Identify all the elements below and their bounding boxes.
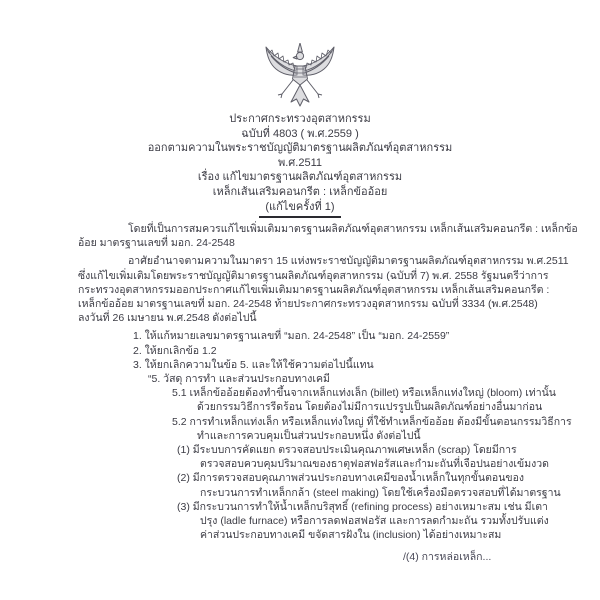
- announcement-body: [78, 222, 578, 542]
- clause-heading: “5. วัสดุ การทำ และส่วนประกอบทางเคมี: [148, 373, 330, 386]
- sub-clause: 5.1 เหล็กข้ออ้อยต้องทำขึ้นจากเหล็กแท่งเล็ก (billet) หรือเหล็กแท่งใหญ่ (bloom) เท่านั้น: [172, 387, 556, 400]
- body-line: ซึ่งแก้ไขเพิ่มเติมโดยพระราชบัญญัติมาตรฐานผลิตภัณฑ์อุตสาหกรรม (ฉบับที่ 7) พ.ศ. 2558 รัฐมนตรีว่าการ: [78, 269, 549, 282]
- body-line: อ้อย มาตรฐานเลขที่ มอก. 24-2548: [78, 237, 235, 250]
- list-item: 1. ให้แก้หมายเลขมาตรฐานเลขที่ “มอก. 24-2548” เป็น “มอก. 24-2559”: [133, 330, 450, 343]
- list-item: 3. ให้ยกเลิกความในข้อ 5. และให้ใช้ความต่อไปนี้แทน: [133, 358, 374, 371]
- body-line: โดยที่เป็นการสมควรแก้ไขเพิ่มเติมมาตรฐานผลิตภัณฑ์อุตสาหกรรม เหล็กเส้นเสริมคอนกรีต : เหล็กข้อ: [128, 223, 578, 235]
- body-line: อาศัยอำนาจตามความในมาตรา 15 แห่งพระราชบัญญัติมาตรฐานผลิตภัณฑ์อุตสาหกรรม พ.ศ.2511: [128, 255, 569, 268]
- announcement-header: [0, 112, 600, 214]
- numbered-point-continuation: ปรุง (ladle furnace) หรือการลดฟอสฟอรัส และการลดกำมะถัน รวมทั้งปรับแต่ง: [200, 515, 549, 528]
- act-reference: ออกตามความในพระราชบัญญัติมาตรฐานผลิตภัณฑ์อุตสาหกรรม: [147, 142, 453, 155]
- page-continuation-marker: /(4) การหล่อเหล็ก...: [403, 551, 492, 563]
- sub-clause-continuation: ทำและการควบคุมเป็นส่วนประกอบหนึ่ง ดังต่อไปนี้: [197, 429, 421, 442]
- announcement-number: ฉบับที่ 4803 ( พ.ศ.2559 ): [241, 127, 359, 140]
- numbered-point: (2) มีการตรวจสอบคุณภาพส่วนประกอบทางเคมีของน้ำเหล็กในทุกขั้นตอนของ: [177, 472, 525, 485]
- body-line: เหล็กข้ออ้อย มาตรฐานเลขที่ มอก. 24-2548 ท้ายประกาศกระทรวงอุตสาหกรรม ฉบับที่ 3334 (พ.ศ.2548): [78, 298, 538, 311]
- list-item: 2. ให้ยกเลิกข้อ 1.2: [133, 344, 217, 357]
- numbered-point-continuation: ตรวจสอบควบคุมปริมาณของธาตุฟอสฟอรัสและกำมะถันที่เจือปนอย่างเข้มงวด: [200, 458, 549, 471]
- sub-clause-continuation: ด้วยกรรมวิธีการรีดร้อน โดยต้องไม่มีการแปรรูปเป็นผลิตภัณฑ์อย่างอื่นมาก่อน: [197, 401, 543, 414]
- ministry-title: ประกาศกระทรวงอุตสาหกรรม: [229, 113, 371, 125]
- garuda-emblem-icon: [262, 43, 338, 107]
- numbered-point: (1) มีระบบการคัดแยก ตรวจสอบประเมินคุณภาพเศษเหล็ก (scrap) โดยมีการ: [177, 444, 517, 457]
- header-divider: [259, 216, 341, 218]
- standard-name: เหล็กเส้นเสริมคอนกรีต : เหล็กข้ออ้อย: [212, 185, 388, 198]
- body-line: กระทรวงอุตสาหกรรมออกประกาศแก้ไขเพิ่มเติมมาตรฐานผลิตภัณฑ์อุตสาหกรรม เหล็กเส้นเสริมคอนกรีต :: [78, 283, 550, 296]
- body-line: ลงวันที่ 26 เมษายน พ.ศ.2548 ดังต่อไปนี้: [78, 312, 257, 325]
- act-year: พ.ศ.2511: [278, 156, 322, 169]
- amendment-number: (แก้ไขครั้งที่ 1): [265, 200, 335, 213]
- sub-clause: 5.2 การทำเหล็กแท่งเล็ก หรือเหล็กแท่งใหญ่ ที่ใช้ทำเหล็กข้ออ้อย ต้องมีขั้นตอนกรรมวิธีการ: [172, 415, 572, 428]
- numbered-point: (3) มีกระบวนการทำให้น้ำเหล็กบริสุทธิ์ (refining process) อย่างเหมาะสม เช่น มีเตา: [177, 500, 548, 513]
- subject-line: เรื่อง แก้ไขมาตรฐานผลิตภัณฑ์อุตสาหกรรม: [197, 171, 403, 184]
- numbered-point-continuation: กระบวนการทำเหล็กกล้า (steel making) โดยใช้เครื่องมือตรวจสอบที่ได้มาตรฐาน: [200, 486, 561, 499]
- numbered-point-continuation: ค่าส่วนประกอบทางเคมี ขจัดสารฝังใน (inclusion) ได้อย่างเหมาะสม: [200, 529, 502, 542]
